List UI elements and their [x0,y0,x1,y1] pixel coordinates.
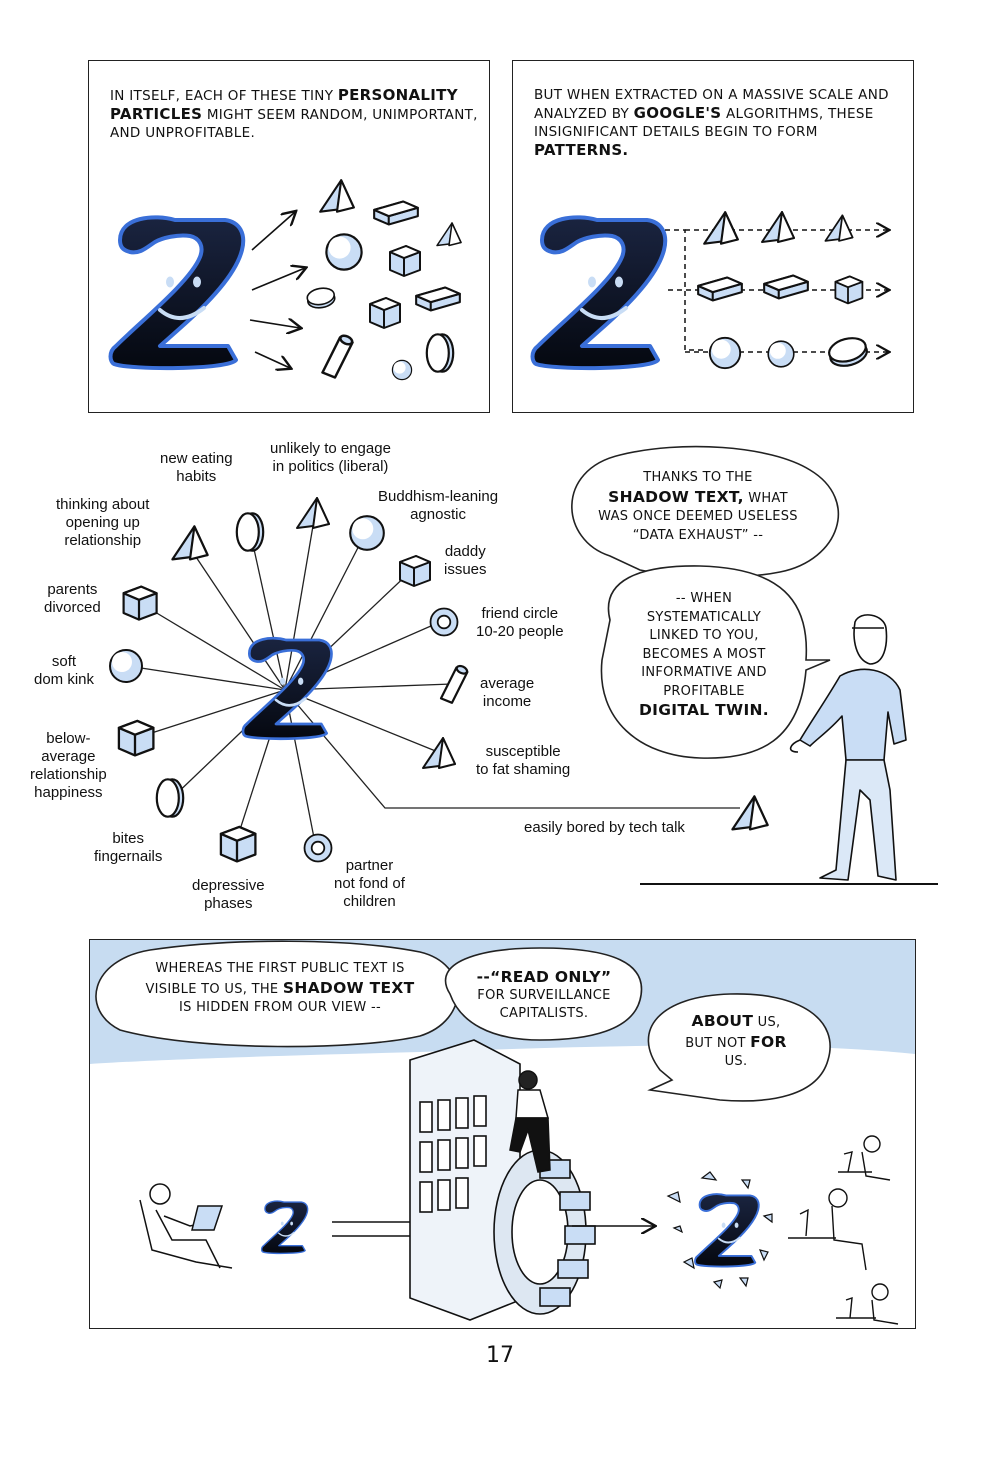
bubble-read-only [464,968,624,1024]
label-relationship-happiness: below- average relationship happiness [30,730,107,801]
bubble-emphasis: SHADOW TEXT, [608,487,744,506]
bubble-emphasis: ABOUT [691,1012,754,1030]
bubble-emphasis: DIGITAL TWIN. [639,701,769,719]
bubble-public-text [140,960,420,1018]
label-fat-shaming: susceptible to fat shaming [476,743,571,778]
bubble-line: WHEREAS THE FIRST PUBLIC TEXT IS VISIBLE TO US, THE [145,961,405,997]
bubble-about-us [676,1012,796,1072]
caption-text: BUT WHEN EXTRACTED ON A MASSIVE SCALE AND ANALYZED BY [534,87,889,122]
label-partner-children: partner not fond of children [334,857,405,910]
bubble-shadow-text [598,469,798,545]
label-average-income: average income [480,675,535,710]
bubble-emphasis: SHADOW TEXT [282,978,415,997]
caption-emphasis: PERSONALITY PARTICLES [110,86,458,123]
label-parents-divorced: parents divorced [44,581,101,616]
bubble-line: THANKS TO THE [643,470,753,485]
caption-text: ALGORITHMS, THESE INSIGNIFICANT DETAILS BEGIN TO FORM [534,106,874,140]
label-depressive-phases: depressive phases [192,877,265,912]
panel2-caption [534,86,896,160]
bubble-line: US. [724,1054,748,1069]
bubble-line: WHAT WAS ONCE DEEMED USELESS “DATA EXHAUST” -- [598,490,798,543]
caption-text: IN ITSELF, EACH OF THESE TINY [110,88,338,104]
label-politics: unlikely to engage in politics (liberal) [270,440,391,475]
label-daddy-issues: daddy issues [444,543,487,578]
caption-emphasis: GOOGLE'S [633,104,722,122]
caption-text: MIGHT SEEM RANDOM, UNIMPORTANT, AND UNPROFITABLE. [110,107,478,141]
label-new-eating-habits: new eating habits [160,450,233,485]
panel1-caption [110,86,480,142]
bubble-digital-twin [626,590,782,720]
bubble-emphasis: FOR [750,1032,787,1051]
bubble-line: FOR SURVEILLANCE CAPITALISTS. [477,987,611,1021]
page-number: 17 [486,1343,514,1368]
label-tech-talk: easily bored by tech talk [524,819,685,836]
label-buddhism: Buddhism-leaning agnostic [378,488,499,523]
caption-emphasis: PATTERNS. [534,141,629,159]
label-soft-dom: soft dom kink [34,653,95,688]
label-bites-fingernails: bites fingernails [94,830,163,865]
label-thinking-relationship: thinking about opening up relationship [56,496,150,549]
bubble-line: -- WHEN SYSTEMATICALLY LINKED TO YOU, BECOMES A MOST INFORMATIVE AND PROFITABLE [641,591,767,699]
bubble-emphasis: --“READ ONLY” [476,968,612,986]
label-friend-circle: friend circle 10-20 people [476,605,564,640]
bubble-line: IS HIDDEN FROM OUR VIEW -- [178,1000,382,1015]
bubble-line: US, BUT NOT [685,1015,781,1051]
